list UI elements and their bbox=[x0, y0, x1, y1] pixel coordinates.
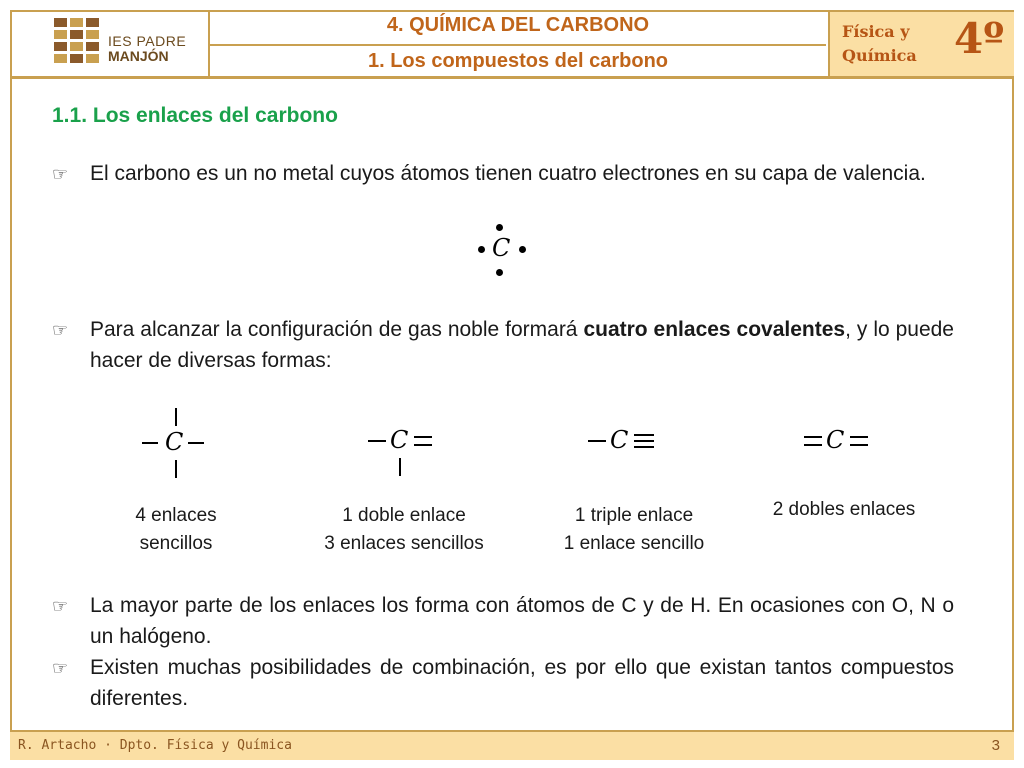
slide-header bbox=[12, 12, 1012, 76]
bullet-valence bbox=[52, 158, 954, 189]
bullet-c-h bbox=[52, 590, 954, 652]
course-badge bbox=[828, 12, 1014, 76]
course-subject bbox=[842, 20, 917, 68]
single-bond-bottom bbox=[175, 460, 177, 478]
pointing-hand-icon: ☞ bbox=[52, 658, 69, 679]
caption-line2: 1 enlace sencillo bbox=[563, 533, 705, 554]
school-name bbox=[108, 34, 186, 64]
caption-double-single bbox=[296, 502, 512, 558]
single-bond-right bbox=[188, 442, 204, 444]
structure-two-double bbox=[800, 416, 882, 456]
double-bond-right-b bbox=[414, 444, 432, 446]
triple-bond-right-b bbox=[634, 440, 654, 442]
structure-four-single bbox=[138, 402, 218, 482]
bullet-valence-text: El carbono es un no metal cuyos átomos tienen cuatro electrones en su capa de valencia. bbox=[90, 162, 926, 185]
unit-title: 4. QUÍMICA DEL CARBONO bbox=[210, 12, 826, 46]
structure-double-single bbox=[364, 416, 448, 480]
bullet-noble-gas-bold: cuatro enlaces covalentes bbox=[583, 318, 846, 341]
school-logo bbox=[12, 12, 210, 76]
pointing-hand-icon: ☞ bbox=[52, 320, 69, 341]
carbon-symbol: C bbox=[610, 426, 629, 454]
lewis-carbon-symbol: C bbox=[492, 234, 511, 262]
electron-dot bbox=[496, 269, 503, 276]
structure-triple-single bbox=[584, 416, 668, 456]
carbon-symbol: C bbox=[165, 428, 184, 456]
double-bond-right-a bbox=[850, 436, 868, 438]
header-divider bbox=[12, 76, 1012, 79]
single-bond-left bbox=[368, 440, 386, 442]
bullet-noble-gas-text bbox=[90, 314, 954, 376]
caption-line1: 2 dobles enlaces bbox=[772, 499, 916, 520]
single-bond-bottom bbox=[399, 458, 401, 476]
triple-bond-right-a bbox=[634, 434, 654, 436]
slide-footer bbox=[10, 730, 1014, 760]
caption-triple-single bbox=[528, 502, 740, 558]
electron-dot bbox=[496, 224, 503, 231]
double-bond-right-a bbox=[414, 436, 432, 438]
page-number: 3 bbox=[991, 737, 1000, 754]
caption-line1: 4 enlaces bbox=[135, 505, 217, 526]
double-bond-left-a bbox=[804, 436, 822, 438]
bullet-noble-gas bbox=[52, 314, 954, 376]
bullet-noble-gas-after: , y lo puede hacer de diversas formas: bbox=[90, 318, 954, 372]
carbon-symbol: C bbox=[826, 426, 845, 454]
footer-credit: R. Artacho · Dpto. Física y Química bbox=[18, 738, 292, 753]
lewis-structure bbox=[468, 218, 534, 282]
bullet-noble-gas-before: Para alcanzar la configuración de gas noble formará bbox=[90, 318, 584, 341]
pointing-hand-icon: ☞ bbox=[52, 596, 69, 617]
bullet-combinations bbox=[52, 652, 954, 714]
carbon-symbol: C bbox=[390, 426, 409, 454]
school-name-line2: MANJÓN bbox=[108, 48, 169, 64]
single-bond-left bbox=[142, 442, 158, 444]
caption-line2: sencillos bbox=[139, 533, 213, 554]
bullet-c-h-text: La mayor parte de los enlaces los forma con átomos de C y de H. En ocasiones con O, N o un halógeno. bbox=[90, 594, 954, 648]
title-box bbox=[210, 12, 826, 76]
triple-bond-right-c bbox=[634, 446, 654, 448]
caption-line1: 1 doble enlace bbox=[342, 505, 466, 526]
electron-dot bbox=[478, 246, 485, 253]
section-title: 1.1. Los enlaces del carbono bbox=[52, 104, 338, 127]
double-bond-left-b bbox=[804, 444, 822, 446]
single-bond-left bbox=[588, 440, 606, 442]
electron-dot bbox=[519, 246, 526, 253]
caption-four-single bbox=[94, 502, 258, 558]
course-level: 4º bbox=[954, 14, 1005, 63]
single-bond-top bbox=[175, 408, 177, 426]
caption-line1: 1 triple enlace bbox=[574, 505, 694, 526]
lesson-title: 1. Los compuestos del carbono bbox=[367, 50, 669, 72]
caption-line2: 3 enlaces sencillos bbox=[324, 533, 484, 554]
caption-two-double bbox=[744, 496, 944, 524]
pointing-hand-icon: ☞ bbox=[52, 164, 69, 185]
subject-line2: Química bbox=[842, 46, 917, 65]
bullet-combinations-text: Existen muchas posibilidades de combinación, es por ello que existan tantos compuestos diferentes. bbox=[90, 656, 954, 710]
double-bond-right-b bbox=[850, 444, 868, 446]
school-logo-grid-icon bbox=[54, 18, 100, 70]
school-name-line1: IES PADRE bbox=[108, 33, 187, 49]
subject-line1: Física y bbox=[842, 22, 910, 41]
